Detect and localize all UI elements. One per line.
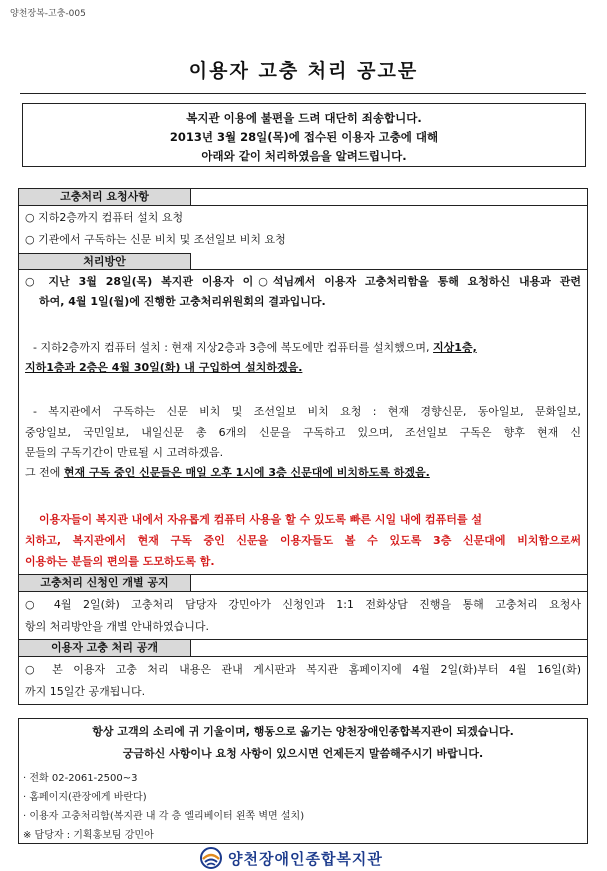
computer-plan-text: - 지하2층까지 컴퓨터 설치 : 현재 지상2층과 3층에 복도에만 컴퓨터를 설치했으며, xyxy=(33,341,434,354)
main-content-table xyxy=(18,188,588,705)
computer-plan-emphasis: 지상1층, xyxy=(433,341,477,354)
publication-line-1: ○ 본 이용자 고충 처리 내용은 관내 게시판과 복지관 홈페이지에 4월 2일(화)부터 4월 16일(화) xyxy=(25,663,581,676)
contact-homepage: · 홈페이지(관장에게 바란다) xyxy=(23,792,147,803)
contact-phone: · 전화 02-2061-2500~3 xyxy=(23,773,138,784)
method-intro-line-2: 하여, 4월 1일(월)에 진행한 고충처리위원회의 결과입니다. xyxy=(39,295,326,308)
newspaper-plan-line-3: 문들의 구독기간이 만료될 시 고려하겠음. xyxy=(25,446,224,459)
publication-line-2: 까지 15일간 공개됩니다. xyxy=(25,685,146,698)
method-intro-line-1: ○ 지난 3월 28일(목) 복지관 이용자 이○석님께서 이용자 고충처리함을 통해 요청하신 내용과 관련 xyxy=(25,275,581,288)
divider xyxy=(19,656,587,657)
newspaper-interim-line xyxy=(25,464,581,482)
footer-promise: 항상 고객의 소리에 귀 기울이며, 행동으로 옮기는 양천장애인종합복지관이 되겠습니다. xyxy=(92,725,514,738)
computer-plan-line-1 xyxy=(33,339,581,357)
request-item: ○ 기관에서 구독하는 신문 비치 및 조선일보 비치 요청 xyxy=(25,233,286,246)
individual-line-1: ○ 4월 2일(화) 고충처리 담당자 강민아가 신청인과 1:1 전화상담 진행을 통해 고충처리 요청사 xyxy=(25,598,581,611)
individual-section-header: 고충처리 신청인 개별 공지 xyxy=(19,575,191,592)
method-section-header: 처리방안 xyxy=(19,253,191,270)
organization-logo xyxy=(200,846,383,870)
contact-person: ※ 담당자 : 기획홍보팀 강민아 xyxy=(23,830,154,841)
summary-red-line-2: 치하고, 복지관에서 현재 구독 중인 신문을 이용자들도 볼 수 있도록 3층 신문대에 비치함으로써 xyxy=(25,534,581,547)
notice-line-2: 2013년 3월 28일(목)에 접수된 이용자 고충에 대해 xyxy=(169,130,439,144)
individual-line-2: 항의 처리방안을 개별 안내하였습니다. xyxy=(25,620,210,633)
computer-plan-line-2: 지하1층과 2층은 4월 30일(화) 내 구입하여 설치하겠음. xyxy=(25,361,303,374)
footer-request: 궁금하신 사항이나 요청 사항이 있으시면 언제든지 말씀해주시기 바랍니다. xyxy=(122,747,484,760)
summary-red-line-3: 이용하는 분들의 편의를 도모하도록 함. xyxy=(25,555,215,568)
apology-notice-box xyxy=(22,103,586,167)
divider xyxy=(19,269,587,270)
interim-prefix: 그 전에 xyxy=(25,466,64,479)
divider xyxy=(19,205,587,206)
divider xyxy=(19,591,587,592)
title-divider xyxy=(20,93,586,94)
publication-section-header: 이용자 고충 처리 공개 xyxy=(19,640,191,657)
notice-line-1: 복지관 이용에 불편을 드려 대단히 죄송합니다. xyxy=(186,111,422,125)
document-code: 양천장복-고충-005 xyxy=(10,9,86,19)
newspaper-plan-line-1: - 복지관에서 구독하는 신문 비치 및 조선일보 비치 요청 : 현재 경향신문, 동아일보, 문화일보, xyxy=(33,405,581,418)
contact-footer-box xyxy=(18,718,588,844)
organization-name: 양천장애인종합복지관 xyxy=(228,849,383,868)
summary-red-line-1: 이용자들이 복지관 내에서 자유롭게 컴퓨터 사용을 할 수 있도록 빠른 시일 내에 컴퓨터를 설 xyxy=(39,513,482,526)
logo-emblem-icon xyxy=(200,847,222,869)
page-title: 이용자 고충 처리 공고문 xyxy=(188,60,419,82)
interim-emphasis: 현재 구독 중인 신문들은 매일 오후 1시에 3층 신문대에 비치하도록 하겠음. xyxy=(63,466,430,479)
notice-line-3: 아래와 같이 처리하였음을 알려드립니다. xyxy=(201,149,407,163)
request-item: ○ 지하2층까지 컴퓨터 설치 요청 xyxy=(25,211,184,224)
newspaper-plan-line-2: 중앙일보, 국민일보, 내일신문 총 6개의 신문을 구독하고 있으며, 조선일보 구독은 향후 현재 신 xyxy=(25,426,581,439)
contact-suggestion-box: · 이용자 고충처리함(복지관 내 각 층 엘리베이터 왼쪽 벽면 설치) xyxy=(23,811,305,822)
request-section-header: 고충처리 요청사항 xyxy=(19,189,191,206)
